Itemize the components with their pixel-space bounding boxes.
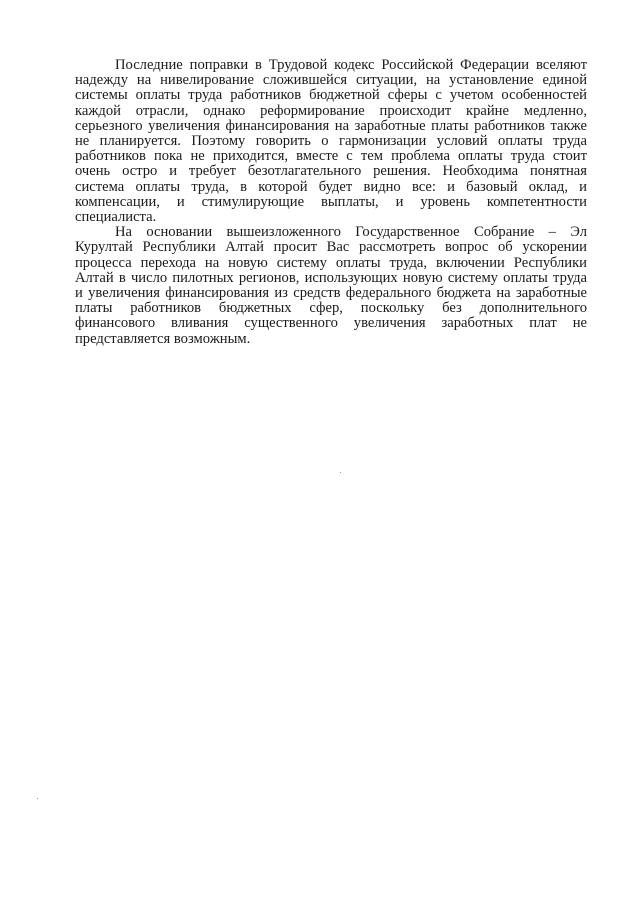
text-line: На основании вышеизложенного Государственное Собрание – Эл	[115, 224, 587, 241]
text-line: Алтай в число пилотных регионов, использующих новую систему оплаты труда	[75, 269, 587, 286]
text-line: система оплаты труда, в которой будет видно все: и базовый оклад, и	[75, 178, 587, 195]
text-line: серьезного увеличения финансирования на заработные платы работников также	[75, 117, 587, 134]
text-line: не планируется. Поэтому говорить о гармонизации условий оплаты труда	[75, 133, 587, 150]
scan-speck	[340, 472, 341, 473]
scan-speck	[37, 798, 38, 799]
text-line: и увеличения финансирования из средств федерального бюджета на заработные	[75, 285, 587, 302]
text-line: системы оплаты труда работников бюджетной сферы с учетом особенностей	[75, 87, 587, 104]
text-line: Курултай Республики Алтай просит Вас рассмотреть вопрос об ускорении	[75, 239, 587, 256]
text-line: очень остро и требует безотлагательного решения. Необходима понятная	[75, 163, 587, 180]
text-line: платы работников бюджетных сфер, поскольку без дополнительного	[75, 300, 587, 317]
text-line: каждой отрасли, однако реформирование происходит крайне медленно,	[75, 102, 587, 119]
text-line: процесса перехода на новую систему оплаты труда, включении Республики	[75, 254, 587, 271]
text-line: представляется возможным.	[75, 330, 251, 347]
text-line: работников пока не приходится, вместе с тем проблема оплаты труда стоит	[75, 148, 587, 165]
text-line: специалиста.	[75, 209, 157, 226]
text-line: компенсации, и стимулирующие выплаты, и уровень компетентности	[75, 193, 587, 210]
letter-body	[75, 58, 587, 347]
text-line: надежду на нивелирование сложившейся ситуации, на установление единой	[75, 72, 587, 89]
text-line: финансового вливания существенного увеличения заработных плат не	[75, 315, 587, 332]
paragraph-1	[75, 58, 587, 225]
text-line: Последние поправки в Трудовой кодекс Российской Федерации вселяют	[115, 57, 587, 73]
paragraph-2	[75, 225, 587, 347]
